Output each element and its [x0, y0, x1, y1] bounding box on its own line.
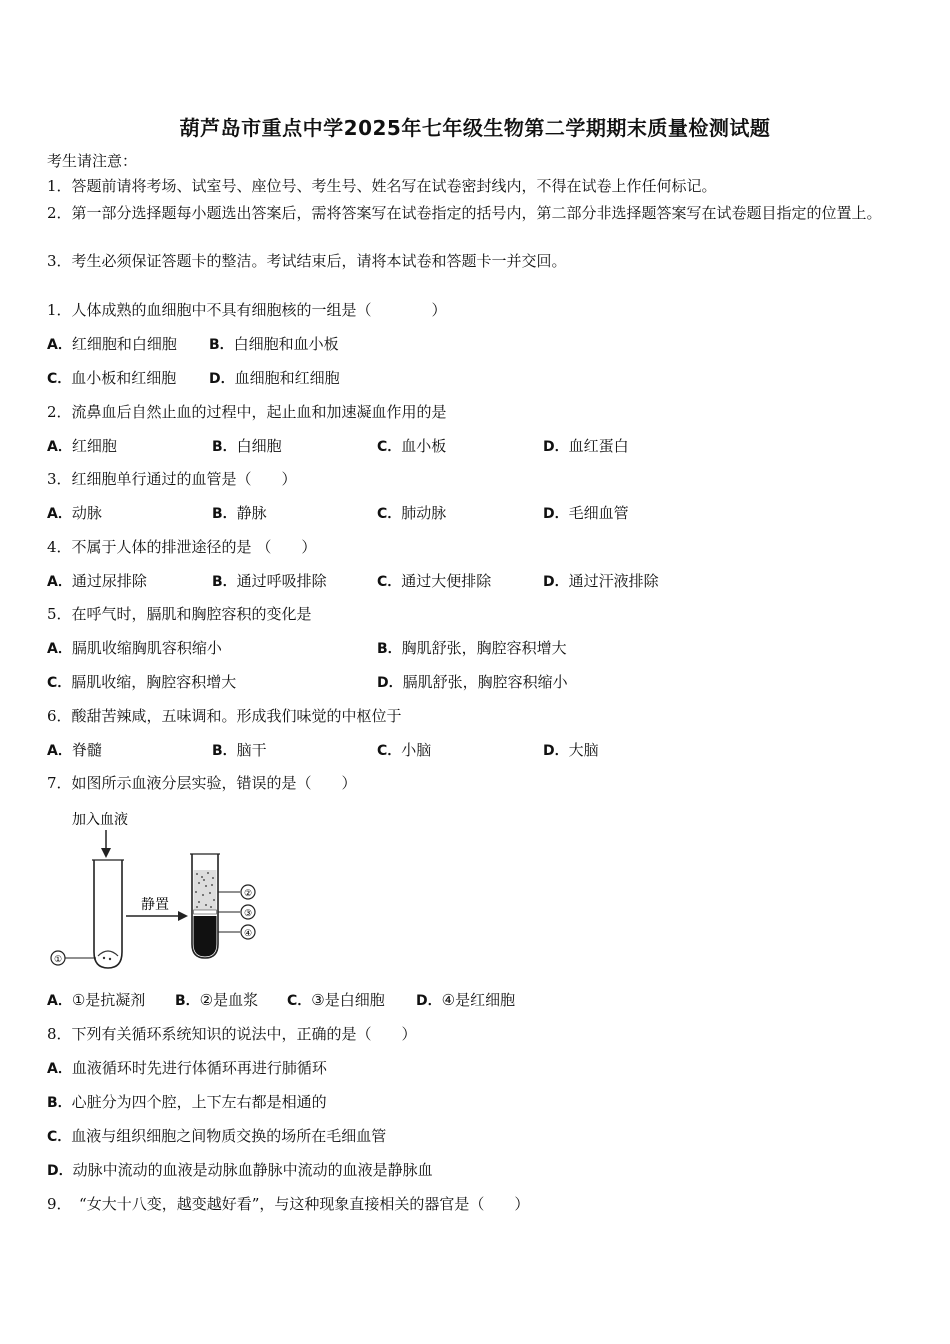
q5-option-d[interactable]: D．膈肌舒张，胸腔容积缩小 — [377, 673, 568, 691]
q2-option-c[interactable]: C．血小板 — [377, 437, 447, 455]
plasma-layer — [194, 870, 217, 910]
anticoagulant-drop — [98, 951, 118, 956]
q1-option-c[interactable]: C．血小板和红细胞 — [47, 369, 177, 387]
q1-option-d[interactable]: D．血细胞和红细胞 — [209, 369, 340, 387]
q3-option-d[interactable]: D．毛细血管 — [543, 504, 629, 522]
figure-label-add-blood: 加入血液 — [72, 812, 128, 828]
q2-option-b[interactable]: B．白细胞 — [212, 437, 282, 455]
blood-layering-figure — [46, 806, 276, 976]
question-7-stem: 7．如图所示血液分层实验，错误的是（ ） — [47, 774, 357, 792]
red-cell-layer — [194, 916, 217, 957]
q4-option-c[interactable]: C．通过大便排除 — [377, 572, 492, 590]
notice-heading: 考生请注意： — [47, 152, 138, 170]
q7-option-d[interactable]: D．④是红细胞 — [416, 991, 516, 1009]
q2-option-d[interactable]: D．血红蛋白 — [543, 437, 629, 455]
q7-option-b[interactable]: B．②是血浆 — [175, 991, 259, 1009]
q4-option-b[interactable]: B．通过呼吸排除 — [212, 572, 327, 590]
page-title: 葫芦岛市重点中学2025年七年级生物第二学期期末质量检测试题 — [179, 116, 771, 140]
svg-text:①: ① — [53, 955, 63, 965]
q2-option-a[interactable]: A．红细胞 — [47, 437, 117, 455]
svg-text:②: ② — [243, 889, 253, 899]
notice-item-2: 2．第一部分选择题每小题选出答案后，需将答案写在试卷指定的括号内，第二部分非选择题答案写在试卷题目指定的位置上。 — [47, 204, 882, 222]
q8-option-a[interactable]: A．血液循环时先进行体循环再进行肺循环 — [47, 1059, 327, 1077]
question-5-stem: 5．在呼气时，膈肌和胸腔容积的变化是 — [47, 605, 312, 623]
figure-label-static: 静置 — [141, 897, 169, 913]
q7-option-a[interactable]: A．①是抗凝剂 — [47, 991, 146, 1009]
q6-option-b[interactable]: B．脑干 — [212, 741, 267, 759]
question-1-stem: 1．人体成熟的血细胞中不具有细胞核的一组是（ ） — [47, 301, 447, 319]
question-9-stem: 9． “女大十八变，越变越好看”，与这种现象直接相关的器官是（ ） — [47, 1195, 530, 1213]
q4-option-d[interactable]: D．通过汗液排除 — [543, 572, 659, 590]
q5-option-c[interactable]: C．膈肌收缩，胸腔容积增大 — [47, 673, 237, 691]
q5-option-a[interactable]: A．膈肌收缩胸肌容积缩小 — [47, 639, 222, 657]
q3-option-c[interactable]: C．肺动脉 — [377, 504, 447, 522]
static-arrowhead — [178, 911, 188, 921]
q5-option-b[interactable]: B．胸肌舒张，胸腔容积增大 — [377, 639, 567, 657]
svg-text:④: ④ — [243, 929, 253, 939]
q4-option-a[interactable]: A．通过尿排除 — [47, 572, 147, 590]
add-blood-arrowhead — [101, 848, 111, 858]
buffy-coat-layer — [194, 910, 217, 914]
notice-item-3: 3．考生必须保证答题卡的整洁。考试结束后，请将本试卷和答题卡一并交回。 — [47, 252, 567, 270]
q3-option-b[interactable]: B．静脉 — [212, 504, 267, 522]
question-4-stem: 4．不属于人体的排泄途径的是 （ ） — [47, 538, 317, 556]
question-2-stem: 2．流鼻血后自然止血的过程中，起止血和加速凝血作用的是 — [47, 403, 447, 421]
q6-option-a[interactable]: A．脊髓 — [47, 741, 102, 759]
q1-option-a[interactable]: A．红细胞和白细胞 — [47, 335, 177, 353]
test-tube-left — [94, 860, 122, 968]
q8-option-b[interactable]: B．心脏分为四个腔，上下左右都是相通的 — [47, 1093, 327, 1111]
q6-option-c[interactable]: C．小脑 — [377, 741, 432, 759]
question-6-stem: 6．酸甜苦辣咸，五味调和。形成我们味觉的中枢位于 — [47, 707, 402, 725]
q6-option-d[interactable]: D．大脑 — [543, 741, 599, 759]
q8-option-d[interactable]: D．动脉中流动的血液是动脉血静脉中流动的血液是静脉血 — [47, 1161, 433, 1179]
q1-option-b[interactable]: B．白细胞和血小板 — [209, 335, 339, 353]
svg-text:③: ③ — [243, 909, 253, 919]
question-8-stem: 8．下列有关循环系统知识的说法中，正确的是（ ） — [47, 1025, 417, 1043]
q7-option-c[interactable]: C．③是白细胞 — [287, 991, 385, 1009]
q8-option-c[interactable]: C．血液与组织细胞之间物质交换的场所在毛细血管 — [47, 1127, 387, 1145]
notice-item-1: 1．答题前请将考场、试室号、座位号、考生号、姓名写在试卷密封线内，不得在试卷上作任何标记。 — [47, 177, 717, 195]
q3-option-a[interactable]: A．动脉 — [47, 504, 102, 522]
question-3-stem: 3．红细胞单行通过的血管是（ ） — [47, 470, 297, 488]
